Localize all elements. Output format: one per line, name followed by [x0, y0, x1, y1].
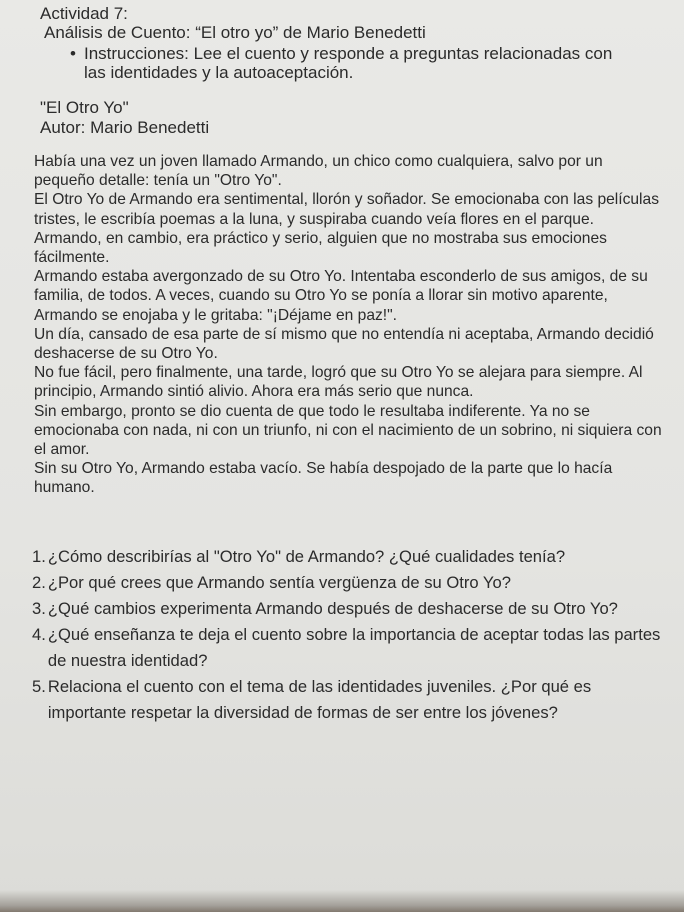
- bullet-icon: •: [70, 44, 76, 63]
- story-paragraph: No fue fácil, pero finalmente, una tarde, logró que su Otro Yo se alejara para siempre. Al principio, Armando sintió alivio. Ahora era más serio que nunca.: [34, 364, 643, 401]
- question-item: [32, 622, 672, 674]
- instructions-text: Instrucciones: Lee el cuento y responde a preguntas relacionadas con las identidades y la autoaceptación.: [84, 44, 613, 82]
- story-paragraph: Un día, cansado de esa parte de sí mismo que no entendía ni aceptaba, Armando decidió deshacerse de su Otro Yo.: [34, 325, 654, 363]
- story-paragraph: Había una vez un joven llamado Armando, un chico como cualquiera, salvo por un pequeño detalle: tenía un "Otro Yo".: [34, 153, 603, 190]
- story-paragraph: Armando estaba avergonzado de su Otro Yo. Intentaba esconderlo de sus amigos, de su familia, de todos. A veces, cuando su Otro Yo se ponía a llorar sin motivo aparente, Armando se enojaba y le gritaba: "¡Déjame en paz!".: [34, 268, 648, 324]
- question-text: ¿Cómo describirías al "Otro Yo" de Armando? ¿Qué cualidades tenía?: [47, 546, 566, 566]
- paper-edge-shadow: [0, 890, 684, 912]
- question-number: 1.: [32, 546, 46, 566]
- story-paragraph: Sin embargo, pronto se dio cuenta de que todo le resultaba indiferente. Ya no se emocionaba con nada, ni con un triunfo, ni con el nacimiento de un sobrino, ni siquiera con el amor.: [34, 402, 662, 459]
- story-paragraph: El Otro Yo de Armando era sentimental, llorón y soñador. Se emocionaba con las películas tristes, le escribía poemas a la luna, y suspiraba cuando veía flores en el parque. Armando, en cambio, era práctico y serio, alguien que no mostraba sus emociones fácilmente.: [34, 191, 659, 267]
- question-text: ¿Qué cambios experimenta Armando después de deshacerse de su Otro Yo?: [47, 598, 618, 618]
- question-number: 4.: [32, 624, 46, 644]
- story-paragraph: Sin su Otro Yo, Armando estaba vacío. Se había despojado de la parte que lo hacía humano.: [34, 460, 613, 497]
- questions-list: [32, 544, 672, 726]
- story-body: [34, 152, 664, 498]
- question-text: Relaciona el cuento con el tema de las identidades juveniles. ¿Por qué es importante respetar la diversidad de formas de ser entre los jóvenes?: [47, 676, 592, 722]
- question-item: [32, 596, 672, 622]
- question-item: [32, 674, 672, 726]
- question-text: ¿Por qué crees que Armando sentía vergüenza de su Otro Yo?: [47, 572, 511, 592]
- story-author: Autor: Mario Benedetti: [40, 118, 210, 137]
- activity-title: Actividad 7:: [40, 4, 128, 23]
- question-number: 5.: [32, 676, 46, 696]
- story-title: "El Otro Yo": [40, 98, 129, 117]
- question-number: 2.: [32, 572, 46, 592]
- instructions-item: [70, 44, 674, 82]
- question-item: [32, 544, 672, 570]
- question-text: ¿Qué enseñanza te deja el cuento sobre la importancia de aceptar todas las partes de nuestra identidad?: [47, 624, 661, 670]
- analysis-title: Análisis de Cuento: “El otro yo” de Mario Benedetti: [44, 23, 426, 42]
- question-number: 3.: [32, 598, 46, 618]
- question-item: [32, 570, 672, 596]
